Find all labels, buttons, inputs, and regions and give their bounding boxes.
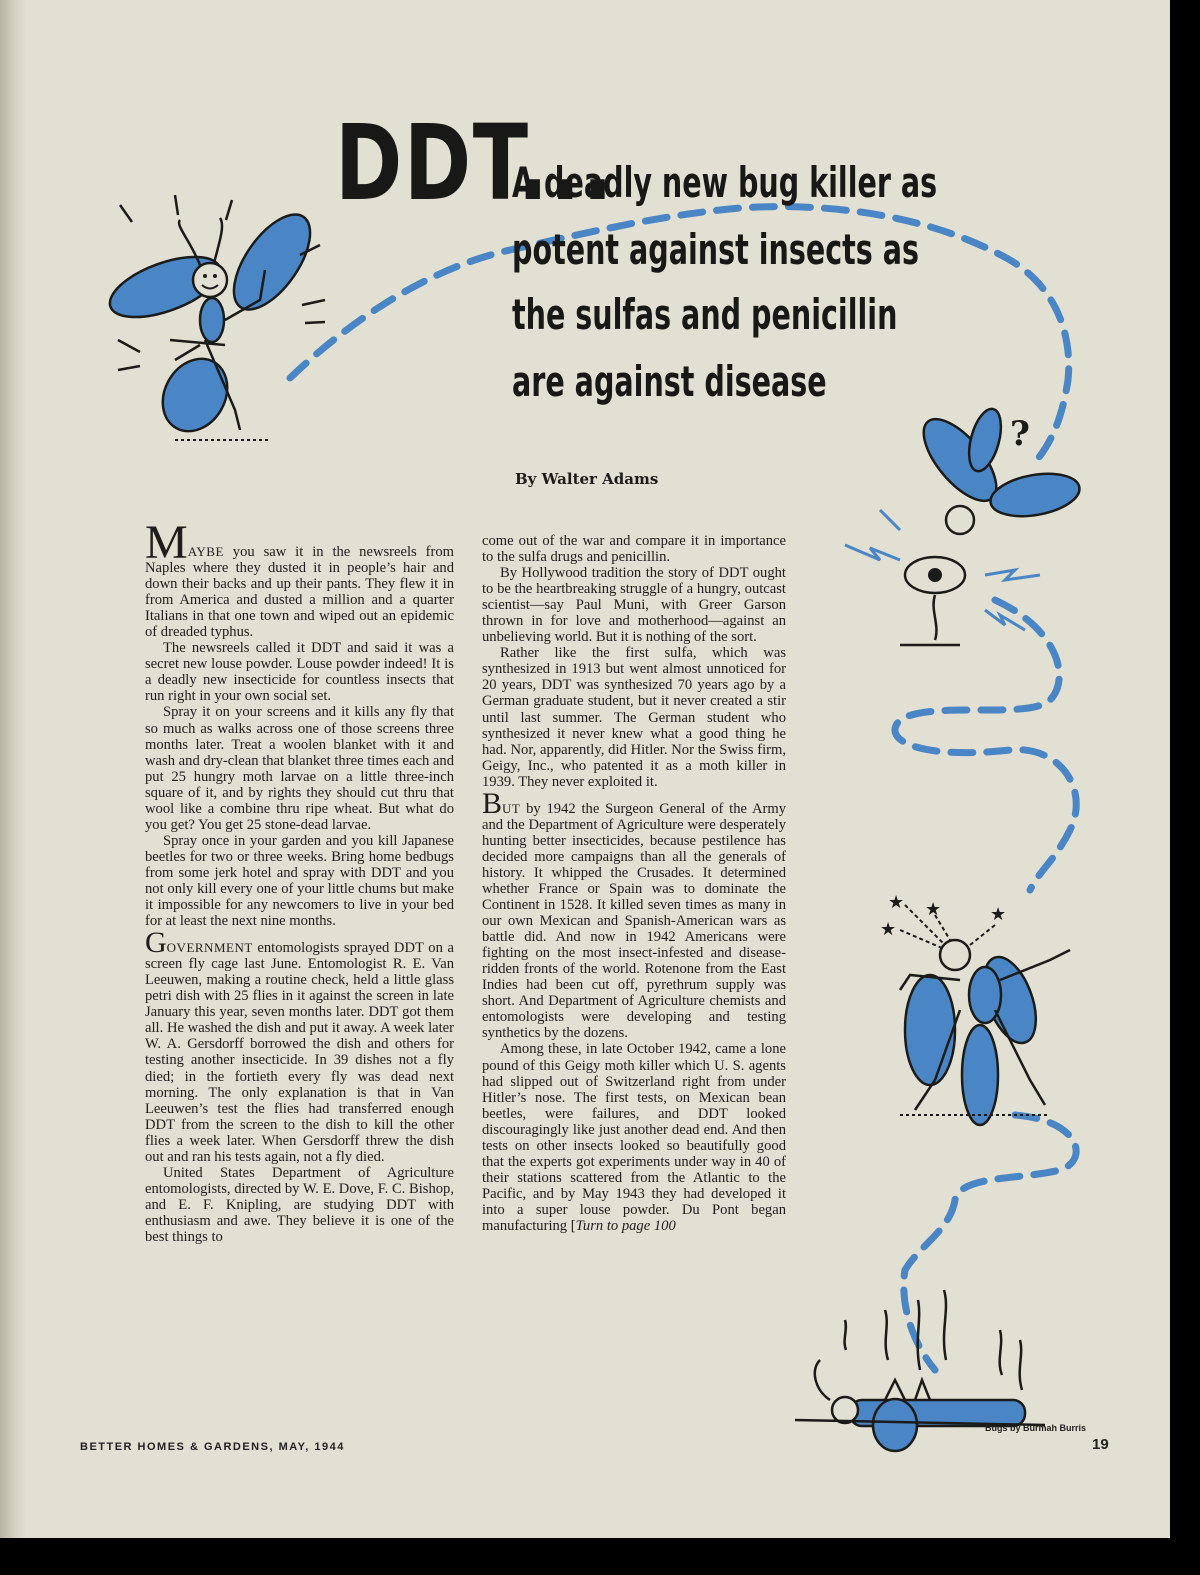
svg-text:★: ★ xyxy=(880,919,897,940)
headline-subline-1: A deadly new bug killer as xyxy=(512,158,938,207)
question-mark-icon: ? xyxy=(1010,414,1030,454)
illustration-credit: Bugs by Burmah Burris xyxy=(985,1423,1087,1433)
continuation-link[interactable]: Turn to page 100 xyxy=(575,1217,676,1234)
paragraph: GOVERNMENT entomologists sprayed DDT on a screen fly cage last June. Entomologist R. E. Van Leeuwen, making a routine check, held a little glass petri dish with 25 flies in it against the screen in late January this year, seven months later. DDT got them all. He washed the dish and put it away. A week later W. A. Gersdorff borrowed the dish and others for testing another insecticide. In 39 dishes not a fly died; in the fortieth every fly was dead next morning. The only explanation is that in Van Leeuwen’s test the flies had transferred enough DDT from the screen to the dish to kill the other flies a week later. When Gersdorff threw the dish out and ran his tests again, not a fly died. xyxy=(145,926,454,1165)
paragraph: United States Department of Agriculture entomologists, directed by W. E. Dove, F. C. Bishop, and E. F. Knipling, are studying DDT with enthusiasm and awe. They believe it is one of the best things to xyxy=(145,1164,454,1245)
happy-bug-icon xyxy=(102,195,325,443)
flight-path-dashes-3 xyxy=(904,1115,1076,1370)
page-number: 19 xyxy=(1092,1436,1109,1453)
svg-text:★: ★ xyxy=(888,892,905,913)
svg-text:★: ★ xyxy=(925,899,942,920)
paragraph: come out of the war and compare it in importance to the sulfa drugs and penicillin. xyxy=(482,533,786,566)
flight-path-dashes-2 xyxy=(895,600,1076,890)
paragraph: Among these, in late October 1942, came a lone pound of this Geigy moth killer which U. S. agents had slipped out of Switzerland right from under Hitler’s nose. The first tests, on Mexican bean beetles, were failures, and DDT looked discouragingly like just another dead end. And then tests on other insects looked so beautifully good that the experts got experiments under way in 40 of their stations scattered from the Atlantic to the Pacific, and by May 1943 they had developed it into a super louse powder. Du Pont began manufacturing [Turn to page 100 xyxy=(482,1041,786,1234)
scan-border xyxy=(0,1538,1200,1575)
section-initial: G xyxy=(145,926,167,960)
headline-subline-4: are against disease xyxy=(512,357,827,406)
article-column-1 xyxy=(145,516,454,1245)
section-initial: B xyxy=(482,786,503,820)
headline-ddt: DDT... xyxy=(335,102,615,224)
paragraph: Spray it on your screens and it kills any fly that so much as walks across one of those screens three months later. Treat a woolen blanket with it and wash and dry-clean that blanket three times each and put 25 hungry moth larvae on a little three-inch square of it, and by rights they should cut thru that wool like a combine thru ripe wheat. But what do you get? You get 25 stone-dead larvae. xyxy=(145,704,454,833)
paragraph: BUT by 1942 the Surgeon General of the Army and the Department of Agriculture were desperately hunting better insecticides, because pestilence has decided more campaigns than all the generals of history. It whipped the Crusades. It determined whether France or Spain was to dominate the Continent in 1528. It killed seven times as many in our own Mexican and Spanish-American wars as battle did. And now in 1942 Americans were fighting on the most insect-infested and disease-ridden fronts of the world. Rotenone from the East Indies had been cut off, pyrethrum supply was short. And Department of Agriculture chemists and entomologists were developing and testing synthetics by the dozens. xyxy=(482,786,786,1042)
magazine-footer: BETTER HOMES & GARDENS, MAY, 1944 xyxy=(80,1441,345,1453)
drop-cap: M xyxy=(145,516,188,569)
headline-subline-2: potent against insects as xyxy=(512,225,920,274)
dizzy-bug-icon xyxy=(880,892,1070,1125)
article-column-2 xyxy=(482,533,786,1234)
paragraph: Rather like the first sulfa, which was synthesized in 1913 but went almost unnoticed for 20 years, DDT was synthesized 70 years ago by a German graduate student, but it never created a stir until last summer. The German student who synthesized it never knew what a good thing he had. Nor, apparently, did Hitler. Nor the Swiss firm, Geigy, Inc., who patented it as a moth killer in 1939. They never exploited it. xyxy=(482,645,786,790)
byline: By Walter Adams xyxy=(515,470,659,488)
svg-text:★: ★ xyxy=(990,904,1007,925)
paragraph: MAYBE you saw it in the newsreels from Naples where they dusted it in people’s hair and down their backs and up their pants. They flew it in from America and dusted a million and a quarter Italians in that one town and wiped out an epidemic of dreaded typhus. xyxy=(145,516,454,641)
paragraph: By Hollywood tradition the story of DDT ought to be the heartbreaking struggle of a hungry, outcast scientist—say Paul Muni, with Greer Garson thrown in for love and motherhood—against an unbelieving world. But it is nothing of the sort. xyxy=(482,565,786,646)
paragraph: The newsreels called it DDT and said it was a secret new louse powder. Louse powder indeed! It is a deadly new insecticide for countless insects that run right in your own social set. xyxy=(145,640,454,705)
headline-subline-3: the sulfas and penicillin xyxy=(512,290,898,339)
paragraph: Spray once in your garden and you kill Japanese beetles for two or three weeks. Bring home bedbugs from some jerk hotel and spray with DDT and you not only kill every one of your little chums but make it impossible for any newcomers to live in your bed for at least the next nine months. xyxy=(145,832,454,930)
